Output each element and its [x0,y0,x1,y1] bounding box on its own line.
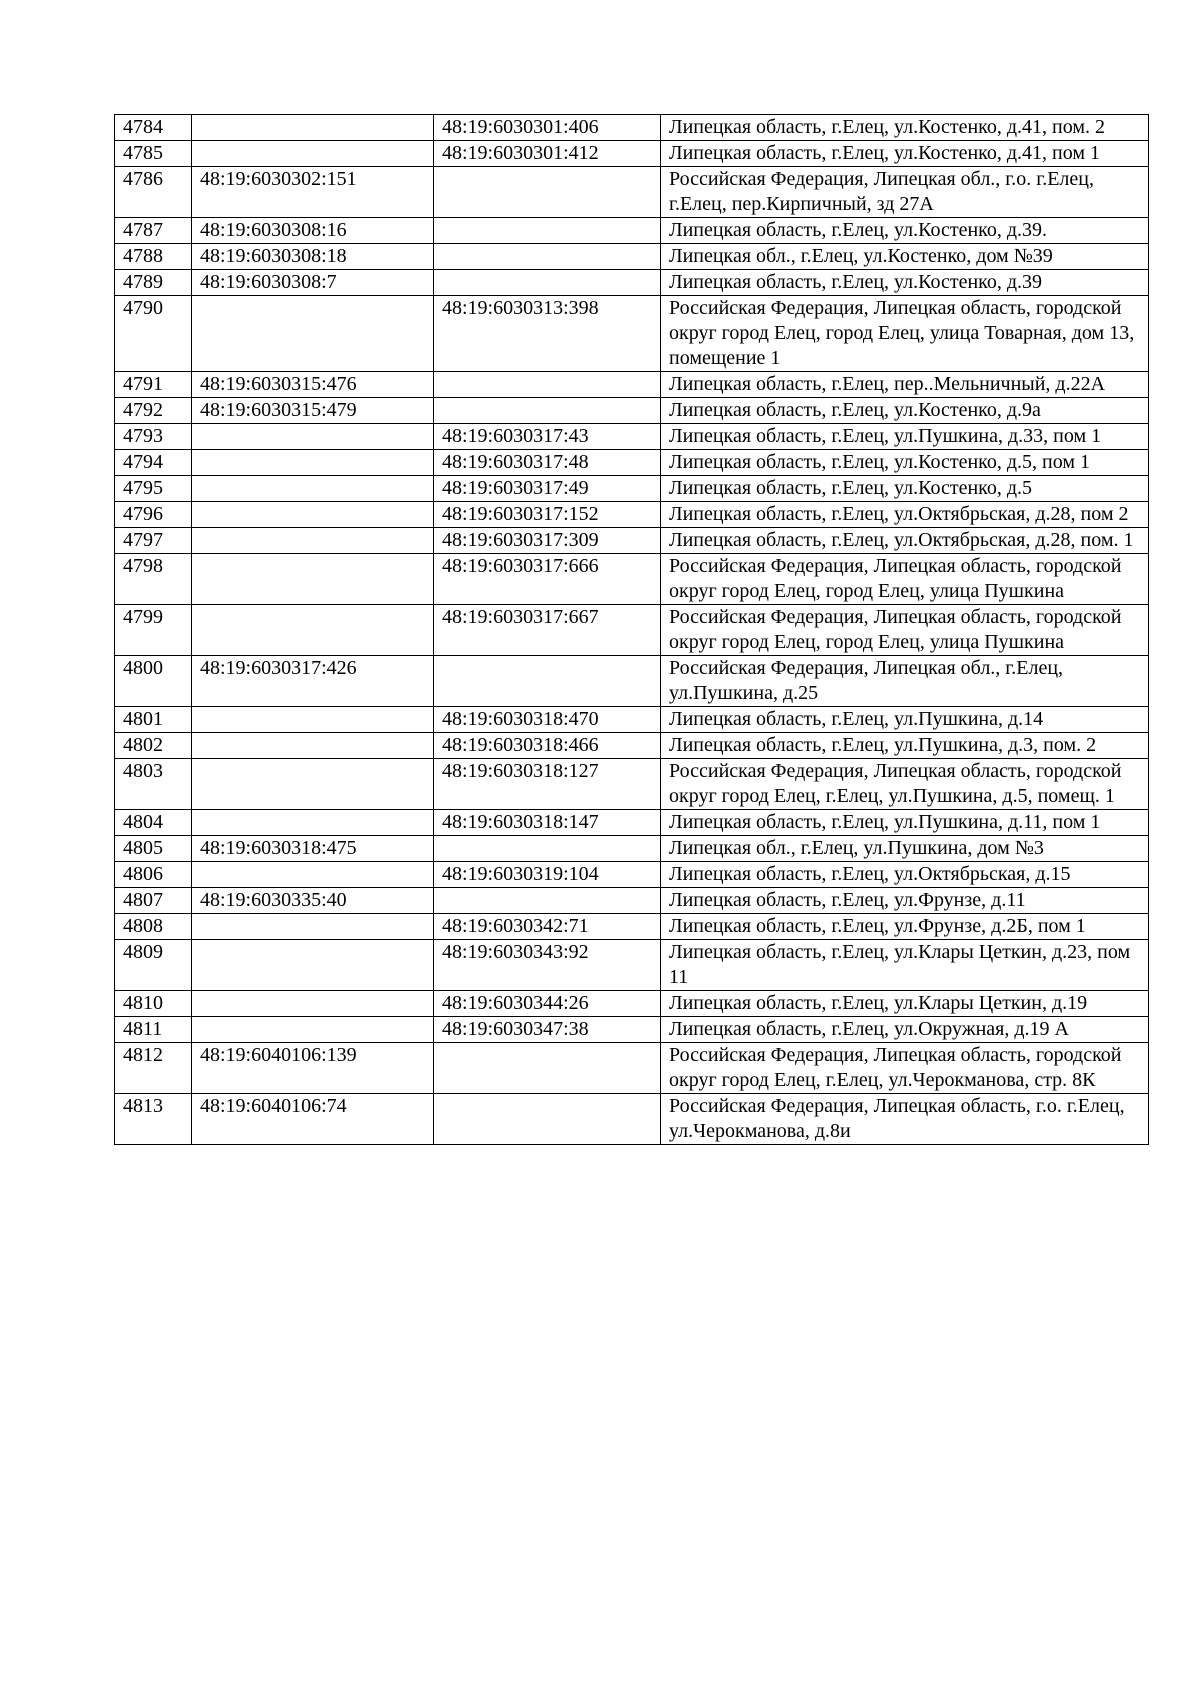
table-row [115,1017,1149,1043]
row-number-cell: 4802 [115,733,192,759]
address-cell: Российская Федерация, Липецкая область, городской округ город Елец, город Елец, улица Товарная, дом 13, помещение 1 [661,296,1149,372]
land-cadastral-cell [192,914,434,940]
row-number-cell: 4785 [115,141,192,167]
object-cadastral-cell: 48:19:6030342:71 [434,914,661,940]
land-cadastral-cell [192,707,434,733]
object-cadastral-cell [434,656,661,707]
address-cell: Липецкая обл., г.Елец, ул.Пушкина, дом №3 [661,836,1149,862]
land-cadastral-cell [192,141,434,167]
object-cadastral-cell [434,167,661,218]
registry-table-body [115,115,1149,1145]
address-cell: Липецкая область, г.Елец, ул.Пушкина, д.3, пом. 2 [661,733,1149,759]
table-row [115,940,1149,991]
row-number-cell: 4788 [115,244,192,270]
address-cell: Липецкая область, г.Елец, ул.Октябрьская, д.28, пом 2 [661,502,1149,528]
land-cadastral-cell: 48:19:6030315:479 [192,398,434,424]
table-row [115,424,1149,450]
land-cadastral-cell: 48:19:6040106:139 [192,1043,434,1094]
table-row [115,115,1149,141]
land-cadastral-cell [192,115,434,141]
land-cadastral-cell [192,528,434,554]
address-cell: Липецкая обл., г.Елец, ул.Костенко, дом №39 [661,244,1149,270]
object-cadastral-cell: 48:19:6030301:412 [434,141,661,167]
object-cadastral-cell [434,244,661,270]
row-number-cell: 4797 [115,528,192,554]
object-cadastral-cell: 48:19:6030317:309 [434,528,661,554]
address-cell: Липецкая область, г.Елец, ул.Октябрьская, д.15 [661,862,1149,888]
address-cell: Липецкая область, г.Елец, ул.Фрунзе, д.11 [661,888,1149,914]
row-number-cell: 4806 [115,862,192,888]
object-cadastral-cell [434,270,661,296]
row-number-cell: 4800 [115,656,192,707]
table-row [115,605,1149,656]
address-cell: Липецкая область, г.Елец, ул.Окружная, д.19 А [661,1017,1149,1043]
object-cadastral-cell [434,1094,661,1145]
row-number-cell: 4801 [115,707,192,733]
row-number-cell: 4784 [115,115,192,141]
table-row [115,528,1149,554]
address-cell: Российская Федерация, Липецкая область, городской округ город Елец, г.Елец, ул.Пушкина, д.5, помещ. 1 [661,759,1149,810]
address-cell: Липецкая область, г.Елец, ул.Клары Цеткин, д.19 [661,991,1149,1017]
row-number-cell: 4812 [115,1043,192,1094]
object-cadastral-cell: 48:19:6030344:26 [434,991,661,1017]
row-number-cell: 4808 [115,914,192,940]
land-cadastral-cell: 48:19:6030317:426 [192,656,434,707]
address-cell: Липецкая область, г.Елец, ул.Октябрьская, д.28, пом. 1 [661,528,1149,554]
object-cadastral-cell [434,1043,661,1094]
table-row [115,1094,1149,1145]
table-row [115,554,1149,605]
object-cadastral-cell: 48:19:6030318:466 [434,733,661,759]
object-cadastral-cell: 48:19:6030347:38 [434,1017,661,1043]
table-row [115,707,1149,733]
object-cadastral-cell: 48:19:6030317:666 [434,554,661,605]
table-row [115,836,1149,862]
table-row [115,914,1149,940]
row-number-cell: 4813 [115,1094,192,1145]
object-cadastral-cell: 48:19:6030301:406 [434,115,661,141]
land-cadastral-cell: 48:19:6030335:40 [192,888,434,914]
object-cadastral-cell [434,888,661,914]
registry-table [114,114,1149,1145]
address-cell: Российская Федерация, Липецкая обл., г.Елец, ул.Пушкина, д.25 [661,656,1149,707]
row-number-cell: 4798 [115,554,192,605]
table-row [115,218,1149,244]
land-cadastral-cell: 48:19:6040106:74 [192,1094,434,1145]
address-cell: Липецкая область, г.Елец, ул.Фрунзе, д.2Б, пом 1 [661,914,1149,940]
address-cell: Липецкая область, г.Елец, ул.Костенко, д.5, пом 1 [661,450,1149,476]
object-cadastral-cell [434,218,661,244]
row-number-cell: 4804 [115,810,192,836]
land-cadastral-cell [192,940,434,991]
land-cadastral-cell: 48:19:6030302:151 [192,167,434,218]
table-row [115,296,1149,372]
address-cell: Липецкая область, г.Елец, ул.Пушкина, д.14 [661,707,1149,733]
address-cell: Липецкая область, г.Елец, ул.Костенко, д.9а [661,398,1149,424]
table-row [115,244,1149,270]
row-number-cell: 4796 [115,502,192,528]
land-cadastral-cell [192,810,434,836]
address-cell: Липецкая область, г.Елец, ул.Пушкина, д.11, пом 1 [661,810,1149,836]
land-cadastral-cell: 48:19:6030308:7 [192,270,434,296]
row-number-cell: 4805 [115,836,192,862]
address-cell: Российская Федерация, Липецкая область, городской округ город Елец, г.Елец, ул.Черокманова, стр. 8К [661,1043,1149,1094]
land-cadastral-cell [192,862,434,888]
land-cadastral-cell [192,476,434,502]
table-row [115,733,1149,759]
object-cadastral-cell [434,398,661,424]
land-cadastral-cell: 48:19:6030318:475 [192,836,434,862]
table-row [115,1043,1149,1094]
land-cadastral-cell: 48:19:6030308:18 [192,244,434,270]
table-row [115,398,1149,424]
address-cell: Липецкая область, г.Елец, ул.Костенко, д.41, пом 1 [661,141,1149,167]
table-row [115,450,1149,476]
table-row [115,502,1149,528]
land-cadastral-cell [192,502,434,528]
object-cadastral-cell: 48:19:6030317:49 [434,476,661,502]
land-cadastral-cell [192,733,434,759]
land-cadastral-cell [192,424,434,450]
address-cell: Липецкая область, г.Елец, ул.Клары Цеткин, д.23, пом 11 [661,940,1149,991]
table-row [115,372,1149,398]
row-number-cell: 4791 [115,372,192,398]
address-cell: Липецкая область, г.Елец, пер..Мельничный, д.22А [661,372,1149,398]
row-number-cell: 4792 [115,398,192,424]
object-cadastral-cell: 48:19:6030317:48 [434,450,661,476]
table-row [115,759,1149,810]
land-cadastral-cell [192,991,434,1017]
address-cell: Липецкая область, г.Елец, ул.Костенко, д.39. [661,218,1149,244]
object-cadastral-cell [434,836,661,862]
row-number-cell: 4799 [115,605,192,656]
row-number-cell: 4794 [115,450,192,476]
land-cadastral-cell [192,450,434,476]
address-cell: Российская Федерация, Липецкая область, городской округ город Елец, город Елец, улица Пушкина [661,554,1149,605]
address-cell: Липецкая область, г.Елец, ул.Костенко, д.39 [661,270,1149,296]
table-row [115,810,1149,836]
object-cadastral-cell: 48:19:6030318:470 [434,707,661,733]
table-row [115,141,1149,167]
table-row [115,656,1149,707]
object-cadastral-cell: 48:19:6030317:43 [434,424,661,450]
land-cadastral-cell [192,554,434,605]
row-number-cell: 4810 [115,991,192,1017]
table-row [115,862,1149,888]
land-cadastral-cell [192,759,434,810]
row-number-cell: 4786 [115,167,192,218]
row-number-cell: 4807 [115,888,192,914]
address-cell: Российская Федерация, Липецкая обл., г.о. г.Елец, г.Елец, пер.Кирпичный, зд 27А [661,167,1149,218]
object-cadastral-cell: 48:19:6030313:398 [434,296,661,372]
land-cadastral-cell [192,605,434,656]
row-number-cell: 4809 [115,940,192,991]
table-row [115,888,1149,914]
row-number-cell: 4790 [115,296,192,372]
object-cadastral-cell: 48:19:6030318:127 [434,759,661,810]
land-cadastral-cell [192,1017,434,1043]
object-cadastral-cell: 48:19:6030317:152 [434,502,661,528]
row-number-cell: 4803 [115,759,192,810]
land-cadastral-cell: 48:19:6030308:16 [192,218,434,244]
address-cell: Липецкая область, г.Елец, ул.Пушкина, д.33, пом 1 [661,424,1149,450]
object-cadastral-cell: 48:19:6030343:92 [434,940,661,991]
object-cadastral-cell: 48:19:6030317:667 [434,605,661,656]
table-row [115,476,1149,502]
land-cadastral-cell: 48:19:6030315:476 [192,372,434,398]
row-number-cell: 4795 [115,476,192,502]
object-cadastral-cell: 48:19:6030319:104 [434,862,661,888]
object-cadastral-cell [434,372,661,398]
row-number-cell: 4787 [115,218,192,244]
table-row [115,167,1149,218]
row-number-cell: 4811 [115,1017,192,1043]
row-number-cell: 4789 [115,270,192,296]
land-cadastral-cell [192,296,434,372]
address-cell: Российская Федерация, Липецкая область, г.о. г.Елец, ул.Черокманова, д.8и [661,1094,1149,1145]
table-row [115,270,1149,296]
address-cell: Липецкая область, г.Елец, ул.Костенко, д.5 [661,476,1149,502]
table-row [115,991,1149,1017]
address-cell: Российская Федерация, Липецкая область, городской округ город Елец, город Елец, улица Пушкина [661,605,1149,656]
address-cell: Липецкая область, г.Елец, ул.Костенко, д.41, пом. 2 [661,115,1149,141]
row-number-cell: 4793 [115,424,192,450]
object-cadastral-cell: 48:19:6030318:147 [434,810,661,836]
